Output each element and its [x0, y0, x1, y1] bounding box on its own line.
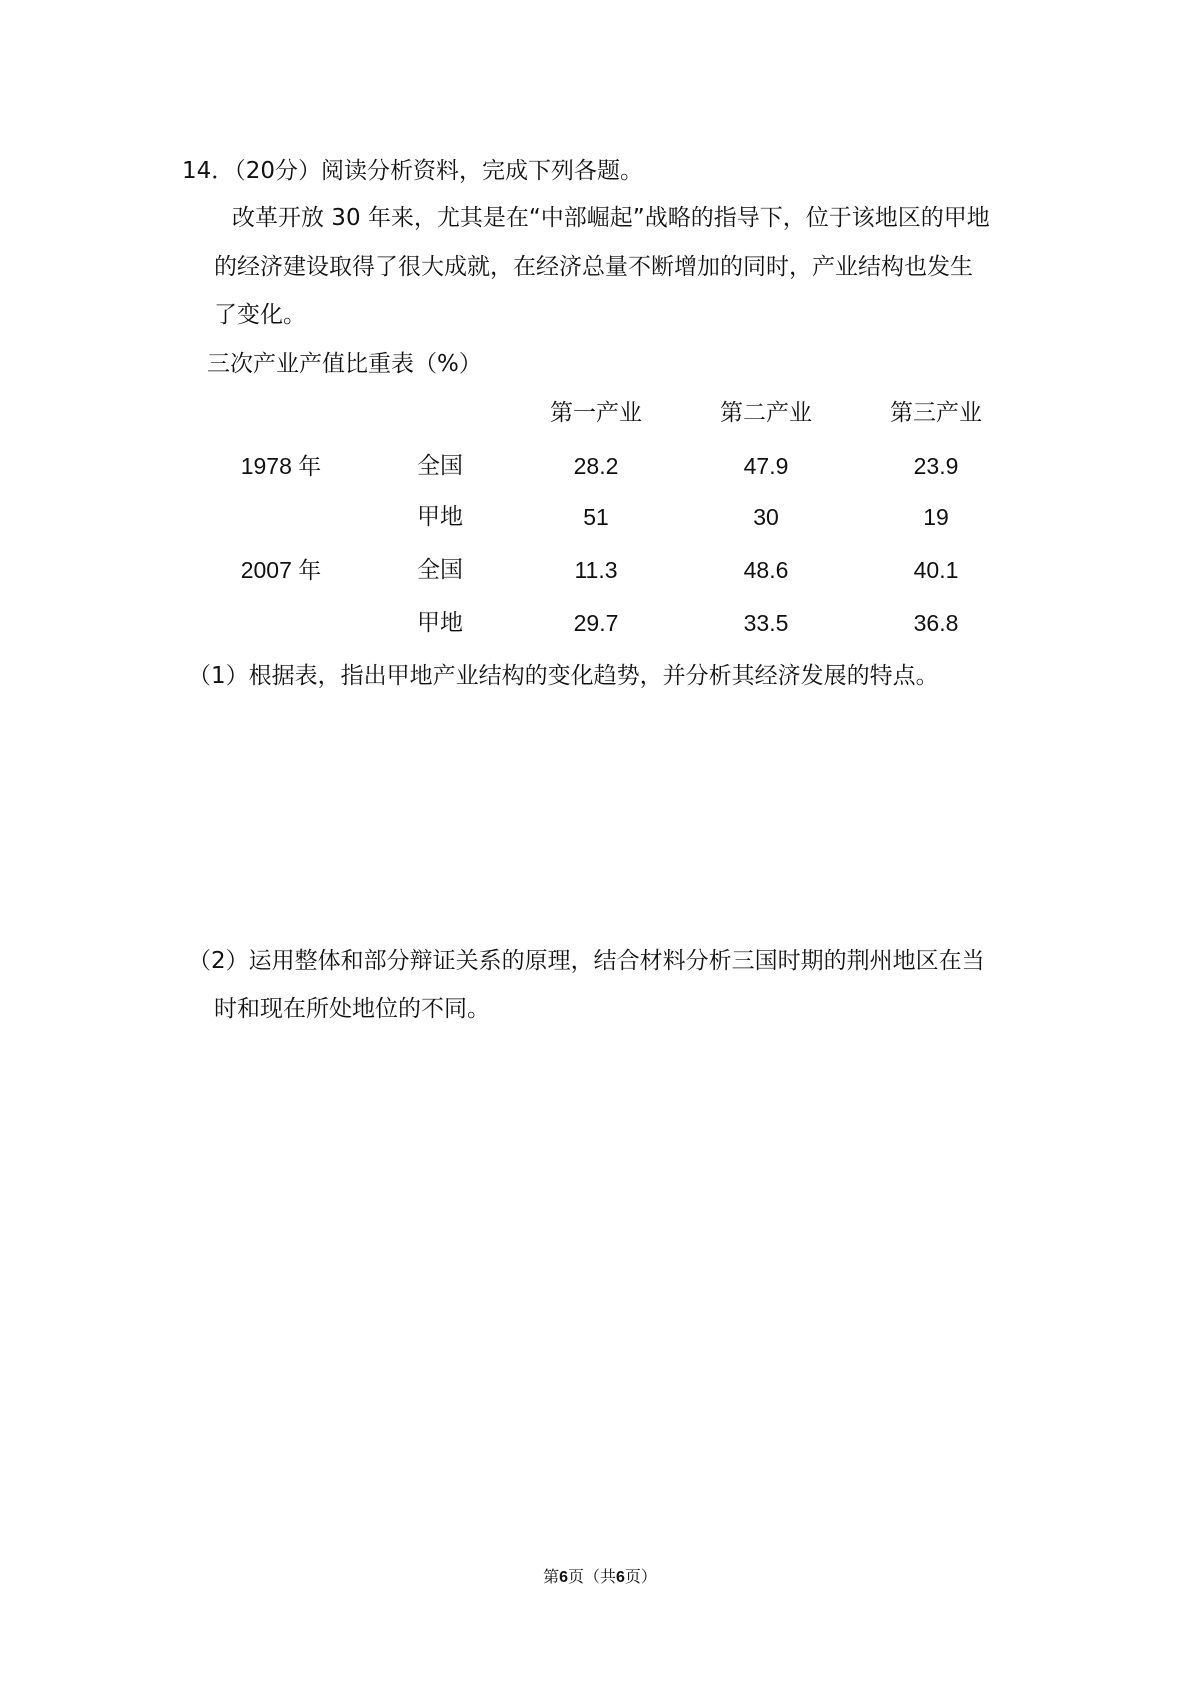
table-cell: 30: [753, 504, 779, 530]
table-cell: 19: [923, 504, 949, 530]
row-region: 甲地: [417, 504, 463, 530]
table-cell: 47.9: [743, 453, 789, 479]
table-cell: 23.9: [913, 453, 959, 479]
sub-question-2-line-2: 时和现在所处地位的不同。: [214, 996, 490, 1022]
footer-total-pages: 6: [616, 1569, 625, 1586]
table-cell: 36.8: [913, 610, 959, 636]
row-region: 全国: [417, 453, 463, 479]
sub-question-2-line-1: （2）运用整体和部分辩证关系的原理，结合材料分析三国时期的荆州地区在当: [188, 948, 985, 974]
table-column-header: 第一产业: [550, 400, 642, 426]
table-cell: 28.2: [573, 453, 619, 479]
sub-question-1: （1）根据表，指出甲地产业结构的变化趋势，并分析其经济发展的特点。: [188, 663, 939, 689]
material-line-1: 改革开放 30 年来，尤其是在“中部崛起”战略的指导下，位于该地区的甲地: [232, 205, 990, 231]
footer-suffix: 页）: [624, 1567, 657, 1586]
footer-page-number: 6: [559, 1569, 568, 1586]
table-cell: 33.5: [743, 610, 789, 636]
table-cell: 29.7: [573, 610, 619, 636]
footer-prefix: 第: [543, 1567, 560, 1586]
row-year: 2007 年: [240, 557, 322, 583]
table-cell: 51: [583, 504, 609, 530]
material-line-2: 的经济建设取得了很大成就，在经济总量不断增加的同时，产业结构也发生: [214, 254, 973, 280]
row-region: 全国: [417, 557, 463, 583]
table-title: 三次产业产值比重表（%）: [207, 351, 482, 377]
row-year: 1978 年: [240, 453, 322, 479]
page-footer: [0, 1566, 1200, 1589]
table-column-header: 第二产业: [720, 400, 812, 426]
table-cell: 40.1: [913, 557, 959, 583]
table-cell: 11.3: [574, 557, 618, 583]
question-header: 14．（20分）阅读分析资料，完成下列各题。: [182, 158, 644, 184]
row-region: 甲地: [417, 610, 463, 636]
table-cell: 48.6: [743, 557, 789, 583]
material-line-3: 了变化。: [214, 302, 306, 328]
table-column-header: 第三产业: [890, 400, 982, 426]
footer-middle: 页（共: [567, 1567, 616, 1586]
